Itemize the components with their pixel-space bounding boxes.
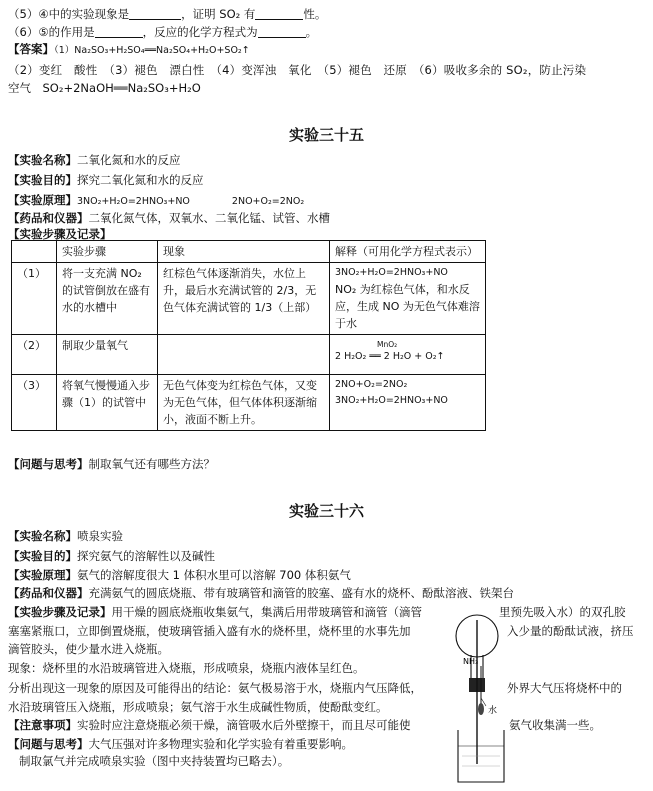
exp36-notes-right: 氨气收集满一些。 <box>509 718 601 732</box>
question-5: （5）④中的实验现象是 ，证明 SO₂ 有 性。 <box>8 7 327 21</box>
answer-line-3: 空气 SO₂+2NaOH══Na₂SO₃+H₂O <box>8 81 201 95</box>
exp35-principle: 【实验原理】3NO₂+H₂O=2HNO₃+NO 2NO+O₂=2NO₂ <box>8 193 305 207</box>
answer-blank <box>95 25 143 38</box>
exp36-principle: 【实验原理】氨气的溶解度很大 1 体积水里可以溶解 700 体积氨气 <box>8 568 351 582</box>
exp36-analysis-1-right: 外界大气压将烧杯中的 <box>507 681 622 695</box>
water-label: 水 <box>488 706 498 716</box>
row-explanation: 3NO₂+H₂O=2HNO₃+NO NO₂ 为红棕色气体，和水反应，生成 NO 为无色气体难溶于水 <box>330 263 486 335</box>
fountain-apparatus-figure <box>450 606 512 786</box>
exp36-steps-2-right: 入少量的酚酞试液，挤压 <box>507 624 634 638</box>
row-number: （2） <box>12 335 57 375</box>
answer-label: 【答案】 <box>8 42 54 56</box>
exp35-question: 【问题与思考】制取氧气还有哪些方法？ <box>8 457 215 471</box>
exp36-title: 实验三十六 <box>288 502 364 520</box>
answer-line-2: （2）变红 酸性 （3）褪色 漂白性 （4）变浑浊 氧化 （5）褪色 还原 （6）吸收多余的 SO₂，防止污染 <box>8 63 587 77</box>
table-header: 现象 <box>158 241 330 263</box>
answer-blank <box>258 25 306 38</box>
exp35-title: 实验三十五 <box>288 126 364 144</box>
catalyst-label: MnO₂ <box>377 340 398 349</box>
exp35-name: 【实验名称】二氧化氮和水的反应 <box>8 153 181 167</box>
exp36-steps-3: 滴管胶头，使少量水进入烧瓶。 <box>8 642 169 656</box>
exp36-question-2: 制取氯气并完成喷泉实验（图中夹持装置均已略去）。 <box>19 754 290 768</box>
row-phenomenon <box>158 335 330 375</box>
exp36-phenomenon: 现象：烧杯里的水沿玻璃管进入烧瓶，形成喷泉，烧瓶内液体呈红色。 <box>8 661 365 675</box>
row-number: （1） <box>12 263 57 335</box>
row-step: 将一支充满 NO₂ 的试管倒放在盛有水的水槽中 <box>57 263 158 335</box>
exp35-materials: 【药品和仪器】二氧化氮气体，双氧水、二氧化锰、试管、水槽 <box>8 211 330 225</box>
exp36-purpose: 【实验目的】探究氨气的溶解性以及碱性 <box>8 549 215 563</box>
exp36-steps-2: 塞塞紧瓶口，立即倒置烧瓶，使玻璃管插入盛有水的烧杯里，烧杯里的水事先加 <box>8 624 411 638</box>
question-6: （6）⑤的作用是 ，反应的化学方程式为 。 <box>8 25 318 39</box>
dropper-bulb-icon <box>478 703 484 715</box>
exp36-materials: 【药品和仪器】充满氨气的圆底烧瓶、带有玻璃管和滴管的胶塞、盛有水的烧杯、酚酞溶液、铁架台 <box>8 586 514 600</box>
exp35-table <box>11 240 486 431</box>
table-header: 解释（可用化学方程式表示） <box>330 241 486 263</box>
table-header: 实验步骤 <box>57 241 158 263</box>
row-number: （3） <box>12 375 57 431</box>
table-header <box>12 241 57 263</box>
row-step: 制取少量氧气 <box>57 335 158 375</box>
answer-blank <box>255 7 303 20</box>
table-header-row <box>12 241 486 263</box>
exp36-notes: 【注意事项】实验时应注意烧瓶必须干燥，滴管吸水后外壁擦干，而且尽可能使 <box>8 718 411 732</box>
row-phenomenon: 红棕色气体逐渐消失，水位上升，最后水充满试管的 2/3，无色气体充满试管的 1/3（上部） <box>158 263 330 335</box>
exp35-steps-label: 【实验步骤及记录】 <box>8 227 112 241</box>
exp36-name: 【实验名称】喷泉实验 <box>8 529 123 543</box>
table-row <box>12 375 486 431</box>
table-row <box>12 263 486 335</box>
exp36-question-1: 【问题与思考】大气压强对许多物理实验和化学实验有着重要影响。 <box>8 737 353 751</box>
exp36-analysis-2: 水沿玻璃管压入烧瓶，形成喷泉；氨气溶于水生成碱性物质，使酚酞变红。 <box>8 700 388 714</box>
exp36-steps-1-right: 里预先吸入水）的双孔胶 <box>499 605 626 619</box>
exp36-analysis-1: 分析出现这一现象的原因及可能得出的结论：氨气极易溶于水，烧瓶内气压降低， <box>8 681 422 695</box>
row-explanation: 2NO+O₂=2NO₂ 3NO₂+H₂O=2HNO₃+NO <box>330 375 486 431</box>
exp36-steps-1: 【实验步骤及记录】用干燥的圆底烧瓶收集氨气，集满后用带玻璃管和滴管（滴管 <box>8 605 422 619</box>
row-step: 将氧气慢慢通入步骤（1）的试管中 <box>57 375 158 431</box>
table-row <box>12 335 486 375</box>
nh3-label: NH₃ <box>463 657 479 666</box>
row-explanation: MnO₂ 2 H₂O₂ ══ 2 H₂O + O₂↑ <box>330 335 486 375</box>
answer-line-1: 【答案】（1）Na₂SO₃+H₂SO₄══Na₂SO₄+H₂O+SO₂↑ <box>8 42 250 56</box>
exp35-purpose: 【实验目的】探究二氧化氮和水的反应 <box>8 173 204 187</box>
answer-blank <box>129 7 181 20</box>
row-phenomenon: 无色气体变为红棕色气体，又变为无色气体，但气体体积逐渐缩小，液面不断上升。 <box>158 375 330 431</box>
